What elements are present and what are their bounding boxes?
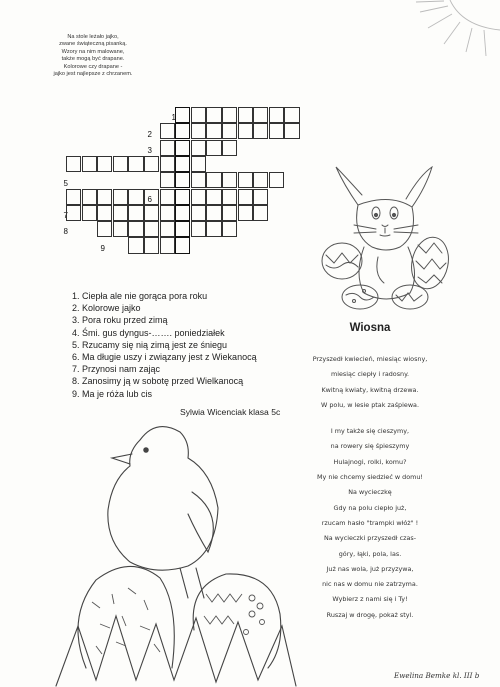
crossword-cell[interactable] bbox=[144, 237, 159, 253]
crossword-cell[interactable] bbox=[191, 205, 206, 221]
clue-item: 5. Rzucamy się nią zimą jest ze śniegu bbox=[72, 339, 228, 350]
crossword-cell[interactable] bbox=[206, 205, 221, 221]
clue-item: 7. Przynosi nam zając bbox=[72, 364, 161, 375]
crossword-cell[interactable] bbox=[191, 172, 206, 188]
crossword-cell[interactable] bbox=[175, 172, 190, 188]
poem-line: góry, łąki, pola, las. bbox=[338, 549, 402, 558]
crossword-cell[interactable] bbox=[128, 237, 143, 253]
crossword-cell[interactable] bbox=[206, 123, 221, 139]
signature: Ewelina Bemke kl. III b bbox=[394, 671, 480, 680]
crossword-cell[interactable] bbox=[66, 205, 81, 221]
crossword-cell[interactable] bbox=[128, 221, 143, 237]
bunny-drawing bbox=[314, 165, 464, 315]
poem-line: nic nas w domu nie zatrzyma. bbox=[322, 580, 418, 589]
riddle-line: jajko jest najlepsze z chrzanem. bbox=[53, 71, 133, 78]
crossword-cell[interactable] bbox=[284, 107, 299, 123]
crossword-cell[interactable] bbox=[222, 140, 237, 156]
riddle-line: także mogą być drapane. bbox=[61, 56, 125, 63]
crossword-cell[interactable] bbox=[175, 189, 190, 205]
crossword-cell[interactable] bbox=[222, 221, 237, 237]
crossword-cell[interactable] bbox=[160, 221, 175, 237]
crossword-cell[interactable] bbox=[113, 189, 128, 205]
crossword-cell[interactable] bbox=[222, 172, 237, 188]
crossword-cell[interactable] bbox=[222, 123, 237, 139]
row-number: 8 bbox=[63, 227, 68, 236]
crossword-cell[interactable] bbox=[97, 205, 112, 221]
poem-line: Już nas wola, już przyzywa, bbox=[326, 564, 414, 573]
crossword-cell[interactable] bbox=[97, 221, 112, 237]
poem-line: Hulajnogi, rolki, komu? bbox=[333, 457, 407, 466]
poem-title: Wiosna bbox=[349, 322, 391, 334]
crossword-cell[interactable] bbox=[144, 156, 159, 172]
crossword-cell[interactable] bbox=[253, 172, 268, 188]
crossword-cell[interactable] bbox=[160, 123, 175, 139]
poem-line: I my także się cieszymy, bbox=[330, 427, 410, 436]
row-number: 3 bbox=[147, 146, 152, 155]
crossword-cell[interactable] bbox=[97, 156, 112, 172]
crossword-cell[interactable] bbox=[128, 205, 143, 221]
row-number: 7 bbox=[63, 211, 68, 220]
crossword-cell[interactable] bbox=[160, 205, 175, 221]
chick-on-eggs-drawing bbox=[56, 418, 296, 687]
poem-line: Na wycieczkę bbox=[348, 488, 392, 497]
crossword-cell[interactable] bbox=[191, 140, 206, 156]
crossword-cell[interactable] bbox=[191, 189, 206, 205]
poem-line: miesiąc ciepły i radosny. bbox=[330, 370, 409, 379]
row-number: 2 bbox=[147, 130, 152, 139]
riddle-line: Wzory na nim malowane, bbox=[61, 48, 125, 55]
riddle-line: Kolorowe czy drapane - bbox=[63, 63, 123, 70]
poem-line: Ruszaj w drogę, pokaż styl. bbox=[326, 610, 414, 619]
crossword-cell[interactable] bbox=[191, 107, 206, 123]
crossword-cell[interactable] bbox=[175, 140, 190, 156]
crossword-cell[interactable] bbox=[253, 189, 268, 205]
row-number: 1 bbox=[171, 113, 176, 122]
clue-item: 6. Ma długie uszy i związany jest z Wiekanocą bbox=[72, 352, 257, 363]
crossword-cell[interactable] bbox=[284, 123, 299, 139]
crossword-cell[interactable] bbox=[82, 205, 97, 221]
clue-item: 1. Ciepła ale nie gorąca pora roku bbox=[72, 291, 208, 301]
crossword-cell[interactable] bbox=[97, 189, 112, 205]
crossword-cell[interactable] bbox=[113, 205, 128, 221]
crossword-cell[interactable] bbox=[238, 205, 253, 221]
crossword-cell[interactable] bbox=[175, 237, 190, 253]
riddle-line: Na stole leżało jajko, bbox=[67, 34, 119, 40]
crossword-cell[interactable] bbox=[113, 221, 128, 237]
poem-line: Na wycieczki przyszedł czas- bbox=[323, 534, 417, 543]
crossword-cell[interactable] bbox=[160, 237, 175, 253]
crossword-cell[interactable] bbox=[206, 189, 221, 205]
crossword-cell[interactable] bbox=[160, 189, 175, 205]
crossword-cell[interactable] bbox=[269, 172, 284, 188]
crossword-cell[interactable] bbox=[160, 172, 175, 188]
poem-text bbox=[300, 352, 440, 623]
crossword-cell[interactable] bbox=[175, 107, 190, 123]
crossword-cell[interactable] bbox=[160, 140, 175, 156]
clue-item: 2. Kolorowe jajko bbox=[72, 303, 141, 314]
crossword-cell[interactable] bbox=[269, 107, 284, 123]
row-number: 5 bbox=[63, 179, 68, 188]
crossword-cell[interactable] bbox=[160, 156, 175, 172]
crossword-cell[interactable] bbox=[253, 107, 268, 123]
poem-line: Gdy na polu ciepło już, bbox=[333, 503, 407, 512]
clue-item: 3. Pora roku przed zimą bbox=[72, 315, 168, 326]
crossword-cell[interactable] bbox=[206, 107, 221, 123]
crossword-cell[interactable] bbox=[66, 156, 81, 172]
crossword-cell[interactable] bbox=[113, 156, 128, 172]
crossword-cell[interactable] bbox=[253, 205, 268, 221]
poem-line: Przyszedł kwiecień, miesiąc wiosny, bbox=[312, 355, 428, 363]
crossword-clues bbox=[72, 290, 322, 400]
crossword-cell[interactable] bbox=[175, 123, 190, 139]
crossword-cell[interactable] bbox=[191, 123, 206, 139]
clue-item: 9. Ma je róża lub cis bbox=[72, 388, 153, 399]
crossword-cell[interactable] bbox=[222, 205, 237, 221]
crossword-cell[interactable] bbox=[238, 107, 253, 123]
crossword-cell[interactable] bbox=[222, 107, 237, 123]
poem-line: Kwitną kwiaty, kwitną drzewa. bbox=[321, 385, 419, 394]
riddle-line: zwane świąteczną pisanką. bbox=[59, 41, 127, 48]
clue-item: 8. Zanosimy ją w sobotę przed Wielkanocą bbox=[72, 376, 244, 387]
crossword-cell[interactable] bbox=[144, 189, 159, 205]
crossword-cell[interactable] bbox=[175, 156, 190, 172]
crossword-cell[interactable] bbox=[144, 221, 159, 237]
stanza-gap bbox=[300, 413, 440, 424]
crossword-cell[interactable] bbox=[82, 156, 97, 172]
crossword-cell[interactable] bbox=[238, 123, 253, 139]
poem-line: My nie chcemy siedzieć w domu! bbox=[317, 473, 423, 482]
crossword-cell[interactable] bbox=[206, 221, 221, 237]
crossword-cell[interactable] bbox=[222, 189, 237, 205]
crossword-cell[interactable] bbox=[191, 221, 206, 237]
poem-line: rzucam hasło "trampki włóż" ! bbox=[321, 518, 419, 527]
crossword-cell[interactable] bbox=[175, 205, 190, 221]
poem-line: W polu, w lesie ptak zaśpiewa. bbox=[321, 400, 419, 409]
poem-line: Wybierz z nami się i Ty! bbox=[332, 595, 408, 604]
row-number: 6 bbox=[147, 195, 152, 204]
row-number: 9 bbox=[100, 244, 105, 253]
crossword-author: Sylwia Wicenciak klasa 5c bbox=[180, 407, 281, 417]
crossword-cell[interactable] bbox=[269, 123, 284, 139]
crossword-cell[interactable] bbox=[206, 172, 221, 188]
crossword-cell[interactable] bbox=[128, 189, 143, 205]
clue-item: 4. Śmi. gus dyngus-……. poniedziałek bbox=[72, 327, 225, 338]
crossword-cell[interactable] bbox=[144, 205, 159, 221]
crossword-cell[interactable] bbox=[206, 140, 221, 156]
crossword-cell[interactable] bbox=[253, 123, 268, 139]
crossword-cell[interactable] bbox=[128, 156, 143, 172]
crossword-cell[interactable] bbox=[66, 189, 81, 205]
poem-line: na rowery się śpieszymy bbox=[330, 442, 410, 451]
crossword-cell[interactable] bbox=[238, 172, 253, 188]
crossword-cell[interactable] bbox=[191, 156, 206, 172]
crossword-cell[interactable] bbox=[82, 189, 97, 205]
crossword-cell[interactable] bbox=[175, 221, 190, 237]
crossword-cell[interactable] bbox=[238, 189, 253, 205]
